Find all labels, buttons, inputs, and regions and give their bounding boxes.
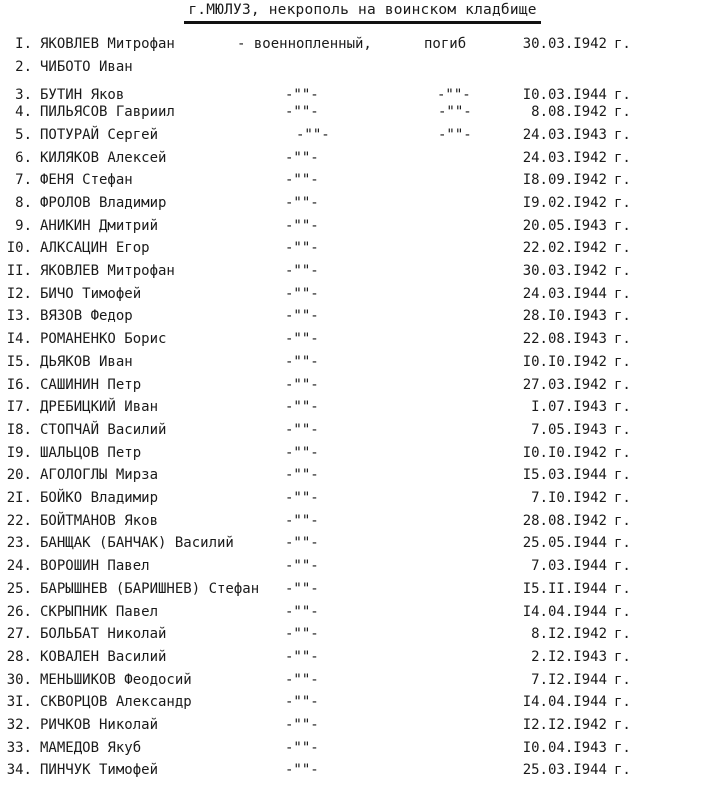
row-number: 34. bbox=[6, 762, 32, 779]
death-date: I2.I2.I942 bbox=[522, 717, 607, 733]
person-name: АГОЛОГЛЫ Мирза bbox=[40, 467, 159, 484]
person-name: РИЧКОВ Николай bbox=[40, 717, 159, 733]
year-suffix: г. bbox=[614, 285, 631, 302]
list-item bbox=[0, 464, 725, 486]
year-suffix: г. bbox=[614, 535, 631, 552]
row-number: 7. bbox=[15, 172, 32, 189]
year-suffix: г. bbox=[614, 308, 631, 325]
year-suffix: г. bbox=[614, 331, 631, 348]
year-suffix: г. bbox=[614, 104, 631, 121]
person-name: ВЯЗОВ Федор bbox=[40, 308, 133, 325]
list-item bbox=[0, 510, 725, 532]
status-column: -""- bbox=[285, 331, 319, 348]
death-date: 30.03.I942 bbox=[522, 36, 607, 52]
person-name: АНИКИН Дмитрий bbox=[40, 217, 159, 234]
death-date: 7.05.I943 bbox=[531, 421, 607, 438]
person-name: БАНЩАК (БАНЧАК) Василий bbox=[40, 535, 234, 552]
person-name: ШАЛЬЦОВ Петр bbox=[40, 444, 142, 461]
status-column: -""- bbox=[285, 172, 319, 189]
row-number: I4. bbox=[6, 331, 32, 348]
page-title bbox=[0, 2, 725, 24]
person-name: ПИЛЬЯСОВ Гавриил bbox=[40, 104, 175, 121]
list-item bbox=[0, 442, 725, 464]
list-item bbox=[0, 759, 725, 781]
person-name: ЧИБОТО Иван bbox=[40, 58, 133, 75]
year-suffix: г. bbox=[614, 603, 631, 620]
person-name: ЯКОВЛЕВ Митрофан bbox=[40, 36, 175, 52]
death-date: I0.I0.I942 bbox=[522, 353, 607, 370]
list-item bbox=[0, 147, 725, 169]
death-date: 7.I0.I942 bbox=[531, 490, 607, 506]
list-item bbox=[0, 532, 725, 554]
row-number: I9. bbox=[6, 444, 32, 461]
list-item bbox=[0, 623, 725, 645]
death-date: 22.02.I942 bbox=[522, 240, 607, 257]
death-date: I4.04.I944 bbox=[522, 694, 607, 711]
list-item bbox=[0, 328, 725, 350]
year-suffix: г. bbox=[614, 717, 631, 733]
row-number: 3. bbox=[15, 87, 32, 104]
person-name: СТОПЧАЙ Василий bbox=[40, 421, 167, 438]
year-suffix: г. bbox=[614, 240, 631, 257]
death-date: 24.03.I944 bbox=[522, 285, 607, 302]
row-number: I6. bbox=[6, 376, 32, 393]
year-suffix: г. bbox=[614, 399, 631, 416]
status-column: -""- bbox=[285, 217, 319, 234]
row-number: I5. bbox=[6, 353, 32, 370]
status-column: -""- bbox=[285, 467, 319, 484]
person-name: ПОТУРАЙ Сергей bbox=[40, 126, 159, 143]
row-number: 3I. bbox=[6, 694, 32, 711]
person-name: СКРЫПНИК Павел bbox=[40, 603, 159, 620]
year-suffix: г. bbox=[614, 467, 631, 484]
list-item bbox=[0, 396, 725, 418]
death-date: 25.03.I944 bbox=[522, 762, 607, 779]
year-suffix: г. bbox=[614, 263, 631, 279]
year-suffix: г. bbox=[614, 558, 631, 575]
row-number: 24. bbox=[6, 558, 32, 575]
row-number: 4. bbox=[15, 104, 32, 121]
status-column: -""- bbox=[285, 308, 319, 325]
year-suffix: г. bbox=[614, 376, 631, 393]
death-date: 27.03.I942 bbox=[522, 376, 607, 393]
row-number: 25. bbox=[6, 580, 32, 597]
year-suffix: г. bbox=[614, 149, 631, 166]
death-date: 24.03.I943 bbox=[522, 126, 607, 143]
death-date: 7.03.I944 bbox=[531, 558, 607, 575]
status-column: -""- bbox=[285, 739, 319, 756]
status-column: -""- bbox=[285, 580, 319, 597]
year-suffix: г. bbox=[614, 353, 631, 370]
status-column: -""- bbox=[285, 87, 319, 104]
row-number: 26. bbox=[6, 603, 32, 620]
person-name: ФЕНЯ Стефан bbox=[40, 172, 133, 189]
list-item bbox=[0, 169, 725, 191]
year-suffix: г. bbox=[614, 512, 631, 529]
list-item bbox=[0, 737, 725, 759]
row-number: I8. bbox=[6, 421, 32, 438]
status-column: -""- bbox=[285, 444, 319, 461]
cause-column: -""- bbox=[438, 104, 472, 121]
row-number: I0. bbox=[6, 240, 32, 257]
row-number: 33. bbox=[6, 739, 32, 756]
row-number: 9. bbox=[15, 217, 32, 234]
person-name: МЕНЬШИКОВ Феодосий bbox=[40, 671, 192, 688]
status-column: -""- bbox=[285, 240, 319, 257]
status-column: -""- bbox=[285, 512, 319, 529]
row-number: 27. bbox=[6, 626, 32, 643]
death-date: I0.04.I943 bbox=[522, 739, 607, 756]
list-item bbox=[0, 305, 725, 327]
list-item bbox=[0, 419, 725, 441]
person-name: БИЧО Тимофей bbox=[40, 285, 142, 302]
death-date: I0.I0.I942 bbox=[522, 444, 607, 461]
list-item bbox=[0, 714, 725, 736]
status-column: - военнопленный, bbox=[237, 36, 372, 52]
cause-column: -""- bbox=[437, 87, 471, 104]
list-item bbox=[0, 669, 725, 691]
list-item bbox=[0, 124, 725, 146]
list-item bbox=[0, 351, 725, 373]
death-date: I9.02.I942 bbox=[522, 194, 607, 211]
list-item bbox=[0, 237, 725, 259]
person-name: БУТИН Яков bbox=[40, 87, 125, 104]
status-column: -""- bbox=[285, 535, 319, 552]
status-column: -""- bbox=[285, 558, 319, 575]
person-name: ВОРОШИН Павел bbox=[40, 558, 150, 575]
status-column: -""- bbox=[285, 285, 319, 302]
row-number: 28. bbox=[6, 648, 32, 665]
status-column: -""- bbox=[285, 421, 319, 438]
list-item bbox=[0, 260, 725, 282]
year-suffix: г. bbox=[614, 444, 631, 461]
person-name: АЛКСАЦИН Егор bbox=[40, 240, 150, 257]
year-suffix: г. bbox=[614, 694, 631, 711]
row-number: 2. bbox=[15, 58, 32, 75]
person-name: ДРЕБИЦКИЙ Иван bbox=[40, 399, 159, 416]
death-date: 8.I2.I942 bbox=[531, 626, 607, 643]
list-item bbox=[0, 578, 725, 600]
status-column: -""- bbox=[285, 104, 319, 121]
list-item bbox=[0, 192, 725, 214]
list-item bbox=[0, 101, 725, 123]
list-item bbox=[0, 374, 725, 396]
person-name: БОЙКО Владимир bbox=[40, 490, 159, 506]
person-name: БОЙТМАНОВ Яков bbox=[40, 512, 159, 529]
person-name: ПИНЧУК Тимофей bbox=[40, 762, 159, 779]
row-number: 6. bbox=[15, 149, 32, 166]
status-column: -""- bbox=[285, 603, 319, 620]
death-date: I4.04.I944 bbox=[522, 603, 607, 620]
year-suffix: г. bbox=[614, 739, 631, 756]
list-item bbox=[0, 601, 725, 623]
list-item bbox=[0, 691, 725, 713]
death-date: 30.03.I942 bbox=[522, 263, 607, 279]
death-date: 22.08.I943 bbox=[522, 331, 607, 348]
death-date: 28.I0.I943 bbox=[522, 308, 607, 325]
status-column: -""- bbox=[285, 353, 319, 370]
death-date: I8.09.I942 bbox=[522, 172, 607, 189]
status-column: -""- bbox=[296, 126, 330, 143]
person-name: МАМЕДОВ Якуб bbox=[40, 739, 142, 756]
year-suffix: г. bbox=[614, 421, 631, 438]
list-item bbox=[0, 283, 725, 305]
death-date: 28.08.I942 bbox=[522, 512, 607, 529]
list-item bbox=[0, 487, 725, 509]
list-item bbox=[0, 646, 725, 668]
page-title-text: г.МЮЛУЗ, некрополь на воинском кладбище bbox=[184, 2, 540, 24]
row-number: 22. bbox=[6, 512, 32, 529]
row-number: 23. bbox=[6, 535, 32, 552]
row-number: 8. bbox=[15, 194, 32, 211]
person-name: БАРЫШНЕВ (БАРИШНЕВ) Стефан bbox=[40, 580, 260, 597]
year-suffix: г. bbox=[614, 580, 631, 597]
status-column: -""- bbox=[285, 762, 319, 779]
status-column: -""- bbox=[285, 671, 319, 688]
row-number: I. bbox=[15, 36, 32, 52]
death-date: 25.05.I944 bbox=[522, 535, 607, 552]
death-date: 7.I2.I944 bbox=[531, 671, 607, 688]
status-column: -""- bbox=[285, 717, 319, 733]
person-name: СКВОРЦОВ Александр bbox=[40, 694, 192, 711]
cause-column: погиб bbox=[424, 36, 467, 52]
status-column: -""- bbox=[285, 399, 319, 416]
status-column: -""- bbox=[285, 626, 319, 643]
row-number: I3. bbox=[6, 308, 32, 325]
row-number: 30. bbox=[6, 671, 32, 688]
row-number: I2. bbox=[6, 285, 32, 302]
row-number: II. bbox=[6, 263, 32, 279]
death-date: I5.II.I944 bbox=[522, 580, 607, 597]
status-column: -""- bbox=[285, 194, 319, 211]
year-suffix: г. bbox=[614, 172, 631, 189]
year-suffix: г. bbox=[614, 217, 631, 234]
status-column: -""- bbox=[285, 648, 319, 665]
person-name: КОВАЛЕН Василий bbox=[40, 648, 167, 665]
year-suffix: г. bbox=[614, 87, 631, 104]
list-item bbox=[0, 215, 725, 237]
status-column: -""- bbox=[285, 694, 319, 711]
person-name: КИЛЯКОВ Алексей bbox=[40, 149, 167, 166]
year-suffix: г. bbox=[614, 194, 631, 211]
person-name: САШИНИН Петр bbox=[40, 376, 142, 393]
list-item bbox=[0, 56, 725, 78]
year-suffix: г. bbox=[614, 671, 631, 688]
row-number: 32. bbox=[6, 717, 32, 733]
death-date: 2.I2.I943 bbox=[531, 648, 607, 665]
cause-column: -""- bbox=[438, 126, 472, 143]
person-name: РОМАНЕНКО Борис bbox=[40, 331, 167, 348]
status-column: -""- bbox=[285, 376, 319, 393]
list-item bbox=[0, 555, 725, 577]
list-item bbox=[0, 33, 725, 55]
row-number: I7. bbox=[6, 399, 32, 416]
person-name: ДЬЯКОВ Иван bbox=[40, 353, 133, 370]
person-name: ФРОЛОВ Владимир bbox=[40, 194, 167, 211]
death-date: 8.08.I942 bbox=[531, 104, 607, 121]
year-suffix: г. bbox=[614, 648, 631, 665]
status-column: -""- bbox=[285, 490, 319, 506]
row-number: 20. bbox=[6, 467, 32, 484]
row-number: 2I. bbox=[6, 490, 32, 506]
person-name: БОЛЬБАТ Николай bbox=[40, 626, 167, 643]
death-date: I5.03.I944 bbox=[522, 467, 607, 484]
year-suffix: г. bbox=[614, 762, 631, 779]
death-date: I0.03.I944 bbox=[522, 87, 607, 104]
year-suffix: г. bbox=[614, 626, 631, 643]
year-suffix: г. bbox=[614, 36, 631, 52]
status-column: -""- bbox=[285, 149, 319, 166]
row-number: 5. bbox=[15, 126, 32, 143]
status-column: -""- bbox=[285, 263, 319, 279]
death-date: 24.03.I942 bbox=[522, 149, 607, 166]
death-date: I.07.I943 bbox=[531, 399, 607, 416]
person-name: ЯКОВЛЕВ Митрофан bbox=[40, 263, 175, 279]
death-date: 20.05.I943 bbox=[522, 217, 607, 234]
year-suffix: г. bbox=[614, 490, 631, 506]
year-suffix: г. bbox=[614, 126, 631, 143]
